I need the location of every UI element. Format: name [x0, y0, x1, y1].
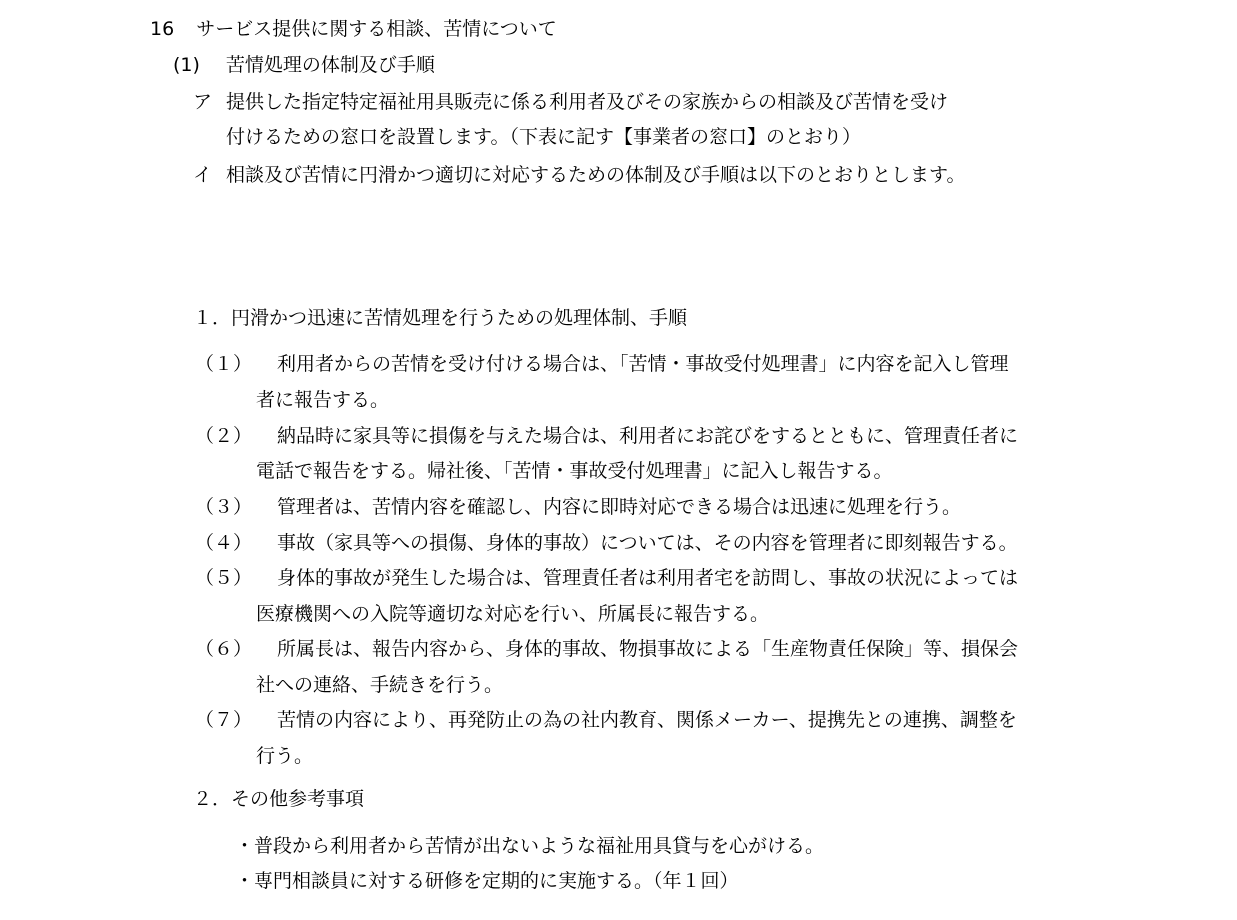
step-marker: （１）: [195, 353, 253, 375]
step-text-continued: 行う。: [256, 745, 314, 767]
step-marker: （５）: [195, 567, 253, 589]
item-a-line-1: 提供した指定特定福祉用具販売に係る利用者及びその家族からの相談及び苦情を受け: [226, 91, 949, 113]
bullet-item: ・専門相談員に対する研修を定期的に実施する。（年１回）: [235, 870, 739, 892]
item-marker-i: イ: [193, 164, 213, 186]
step-text-continued: 医療機関への入院等適切な対応を行い、所属長に報告する。: [256, 603, 770, 625]
section-number: 16: [150, 18, 175, 40]
step-text-continued: 者に報告する。: [256, 389, 390, 411]
section-title: サービス提供に関する相談、苦情について: [196, 18, 557, 40]
procedure-heading: １．円滑かつ迅速に苦情処理を行うための処理体制、手順: [193, 307, 688, 329]
step-text: 利用者からの苦情を受け付ける場合は、「苦情・事故受付処理書」に内容を記入し管理: [277, 353, 1009, 375]
subsection-heading: [173, 53, 435, 77]
step-text-continued: 電話で報告をする。帰社後、「苦情・事故受付処理書」に記入し報告する。: [256, 460, 893, 482]
item-i-line-1: 相談及び苦情に円滑かつ適切に対応するための体制及び手順は以下のとおりとします。: [226, 164, 966, 186]
step-marker: （３）: [195, 496, 253, 518]
bullet-item: ・普段から利用者から苦情が出ないような福祉用具貸与を心がける。: [235, 835, 825, 857]
step-text: 管理者は、苦情内容を確認し、内容に即時対応できる場合は迅速に処理を行う。: [277, 496, 962, 518]
other-heading: ２．その他参考事項: [193, 788, 365, 810]
subsection-title: 苦情処理の体制及び手順: [225, 54, 435, 76]
step-text: 所属長は、報告内容から、身体的事故、物損事故による「生産物責任保険」等、損保会: [277, 638, 1019, 660]
step-marker: （６）: [195, 638, 253, 660]
step-text: 苦情の内容により、再発防止の為の社内教育、関係メーカー、提携先との連携、調整を: [277, 709, 1017, 731]
step-marker: （７）: [195, 709, 253, 731]
item-a-line-2: 付けるための窓口を設置します。（下表に記す【事業者の窓口】のとおり）: [226, 126, 861, 148]
item-marker-a: ア: [193, 91, 213, 113]
step-text: 身体的事故が発生した場合は、管理責任者は利用者宅を訪問し、事故の状況によっては: [277, 567, 1019, 589]
step-text-continued: 社への連絡、手続きを行う。: [256, 674, 504, 696]
subsection-number: (1): [173, 54, 200, 76]
step-marker: （２）: [195, 425, 253, 447]
step-marker: （４）: [195, 532, 253, 554]
step-text: 納品時に家具等に損傷を与えた場合は、利用者にお詫びをするとともに、管理責任者に: [277, 425, 1019, 447]
section-heading: [150, 17, 557, 41]
step-text: 事故（家具等への損傷、身体的事故）については、その内容を管理者に即刻報告する。: [277, 532, 1018, 554]
